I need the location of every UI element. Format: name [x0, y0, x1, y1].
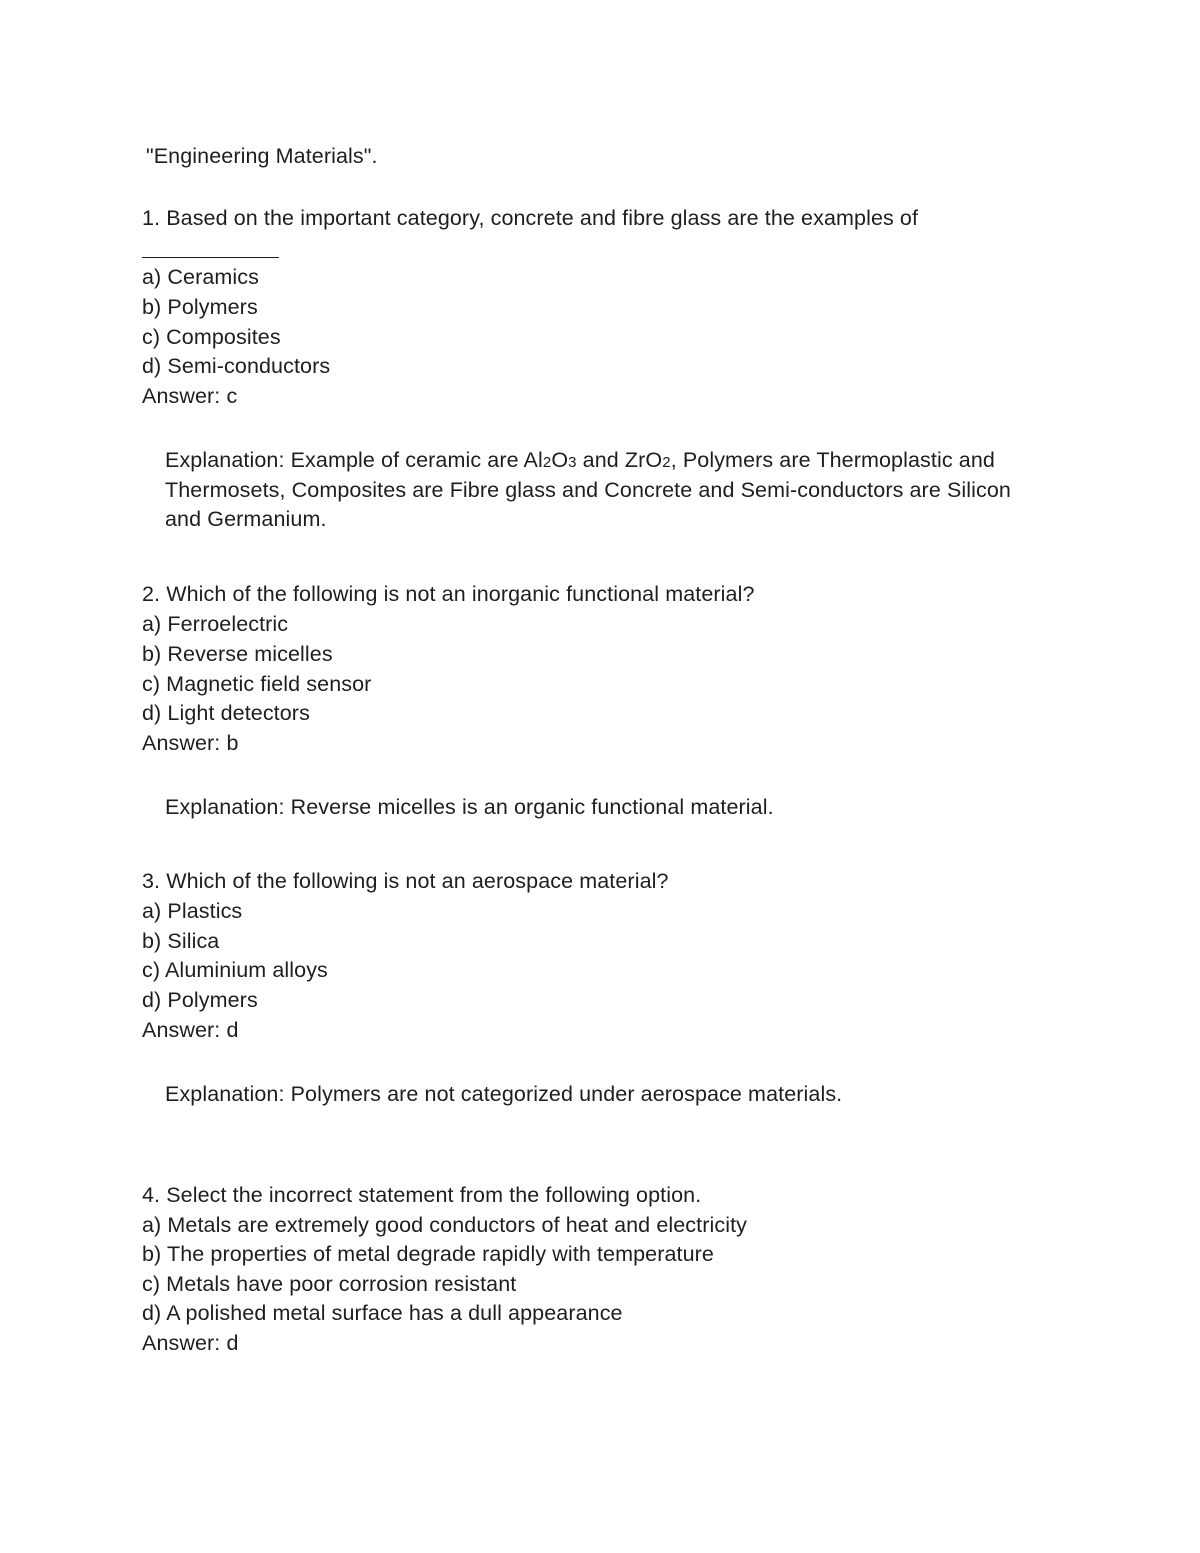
question-3-option-a: a) Plastics	[142, 899, 243, 923]
subscript: 3	[568, 454, 577, 471]
question-2-option-a: a) Ferroelectric	[142, 612, 289, 636]
explanation-text: Explanation: Example of ceramic are Al	[165, 448, 543, 472]
explanation-text: O	[551, 448, 569, 472]
question-2-answer: Answer: b	[142, 731, 239, 755]
question-2-explanation: Explanation: Reverse micelles is an organic functional material.	[165, 795, 774, 819]
question-4-answer: Answer: d	[142, 1331, 239, 1355]
subscript: 2	[662, 454, 671, 471]
question-1-blank	[142, 257, 279, 258]
question-2-option-b: b) Reverse micelles	[142, 642, 333, 666]
question-4-option-c: c) Metals have poor corrosion resistant	[142, 1272, 517, 1296]
question-3-option-b: b) Silica	[142, 929, 220, 953]
question-3-text: 3. Which of the following is not an aerospace material?	[142, 869, 669, 893]
question-3-answer: Answer: d	[142, 1018, 239, 1042]
question-1-option-b: b) Polymers	[142, 295, 258, 319]
question-1-explanation-line-1	[165, 445, 995, 478]
question-3-option-d: d) Polymers	[142, 988, 258, 1012]
question-2-option-c: c) Magnetic field sensor	[142, 672, 372, 696]
question-1-option-a: a) Ceramics	[142, 265, 259, 289]
question-4-option-b: b) The properties of metal degrade rapidly with temperature	[142, 1242, 714, 1266]
question-4-option-a: a) Metals are extremely good conductors of heat and electricity	[142, 1213, 748, 1237]
question-4-option-d: d) A polished metal surface has a dull appearance	[142, 1301, 623, 1325]
question-1-option-c: c) Composites	[142, 325, 281, 349]
explanation-text: and ZrO	[576, 448, 663, 472]
question-1-text: 1. Based on the important category, concrete and fibre glass are the examples of	[142, 206, 919, 230]
subscript: 2	[542, 454, 552, 471]
question-2-option-d: d) Light detectors	[142, 701, 310, 725]
question-3-option-c: c) Aluminium alloys	[142, 958, 328, 982]
question-4-text: 4. Select the incorrect statement from the following option.	[142, 1183, 702, 1207]
question-1-option-d: d) Semi-conductors	[142, 354, 331, 378]
explanation-text: , Polymers are Thermoplastic and	[670, 448, 995, 472]
question-1-explanation-line-2: Thermosets, Composites are Fibre glass and Concrete and Semi-conductors are Silicon	[165, 478, 1011, 502]
document-title: "Engineering Materials".	[146, 144, 378, 168]
question-1-answer: Answer: c	[142, 384, 238, 408]
question-3-explanation: Explanation: Polymers are not categorized under aerospace materials.	[165, 1082, 843, 1106]
question-1-explanation-line-3: and Germanium.	[165, 507, 327, 531]
question-2-text: 2. Which of the following is not an inorganic functional material?	[142, 582, 755, 606]
